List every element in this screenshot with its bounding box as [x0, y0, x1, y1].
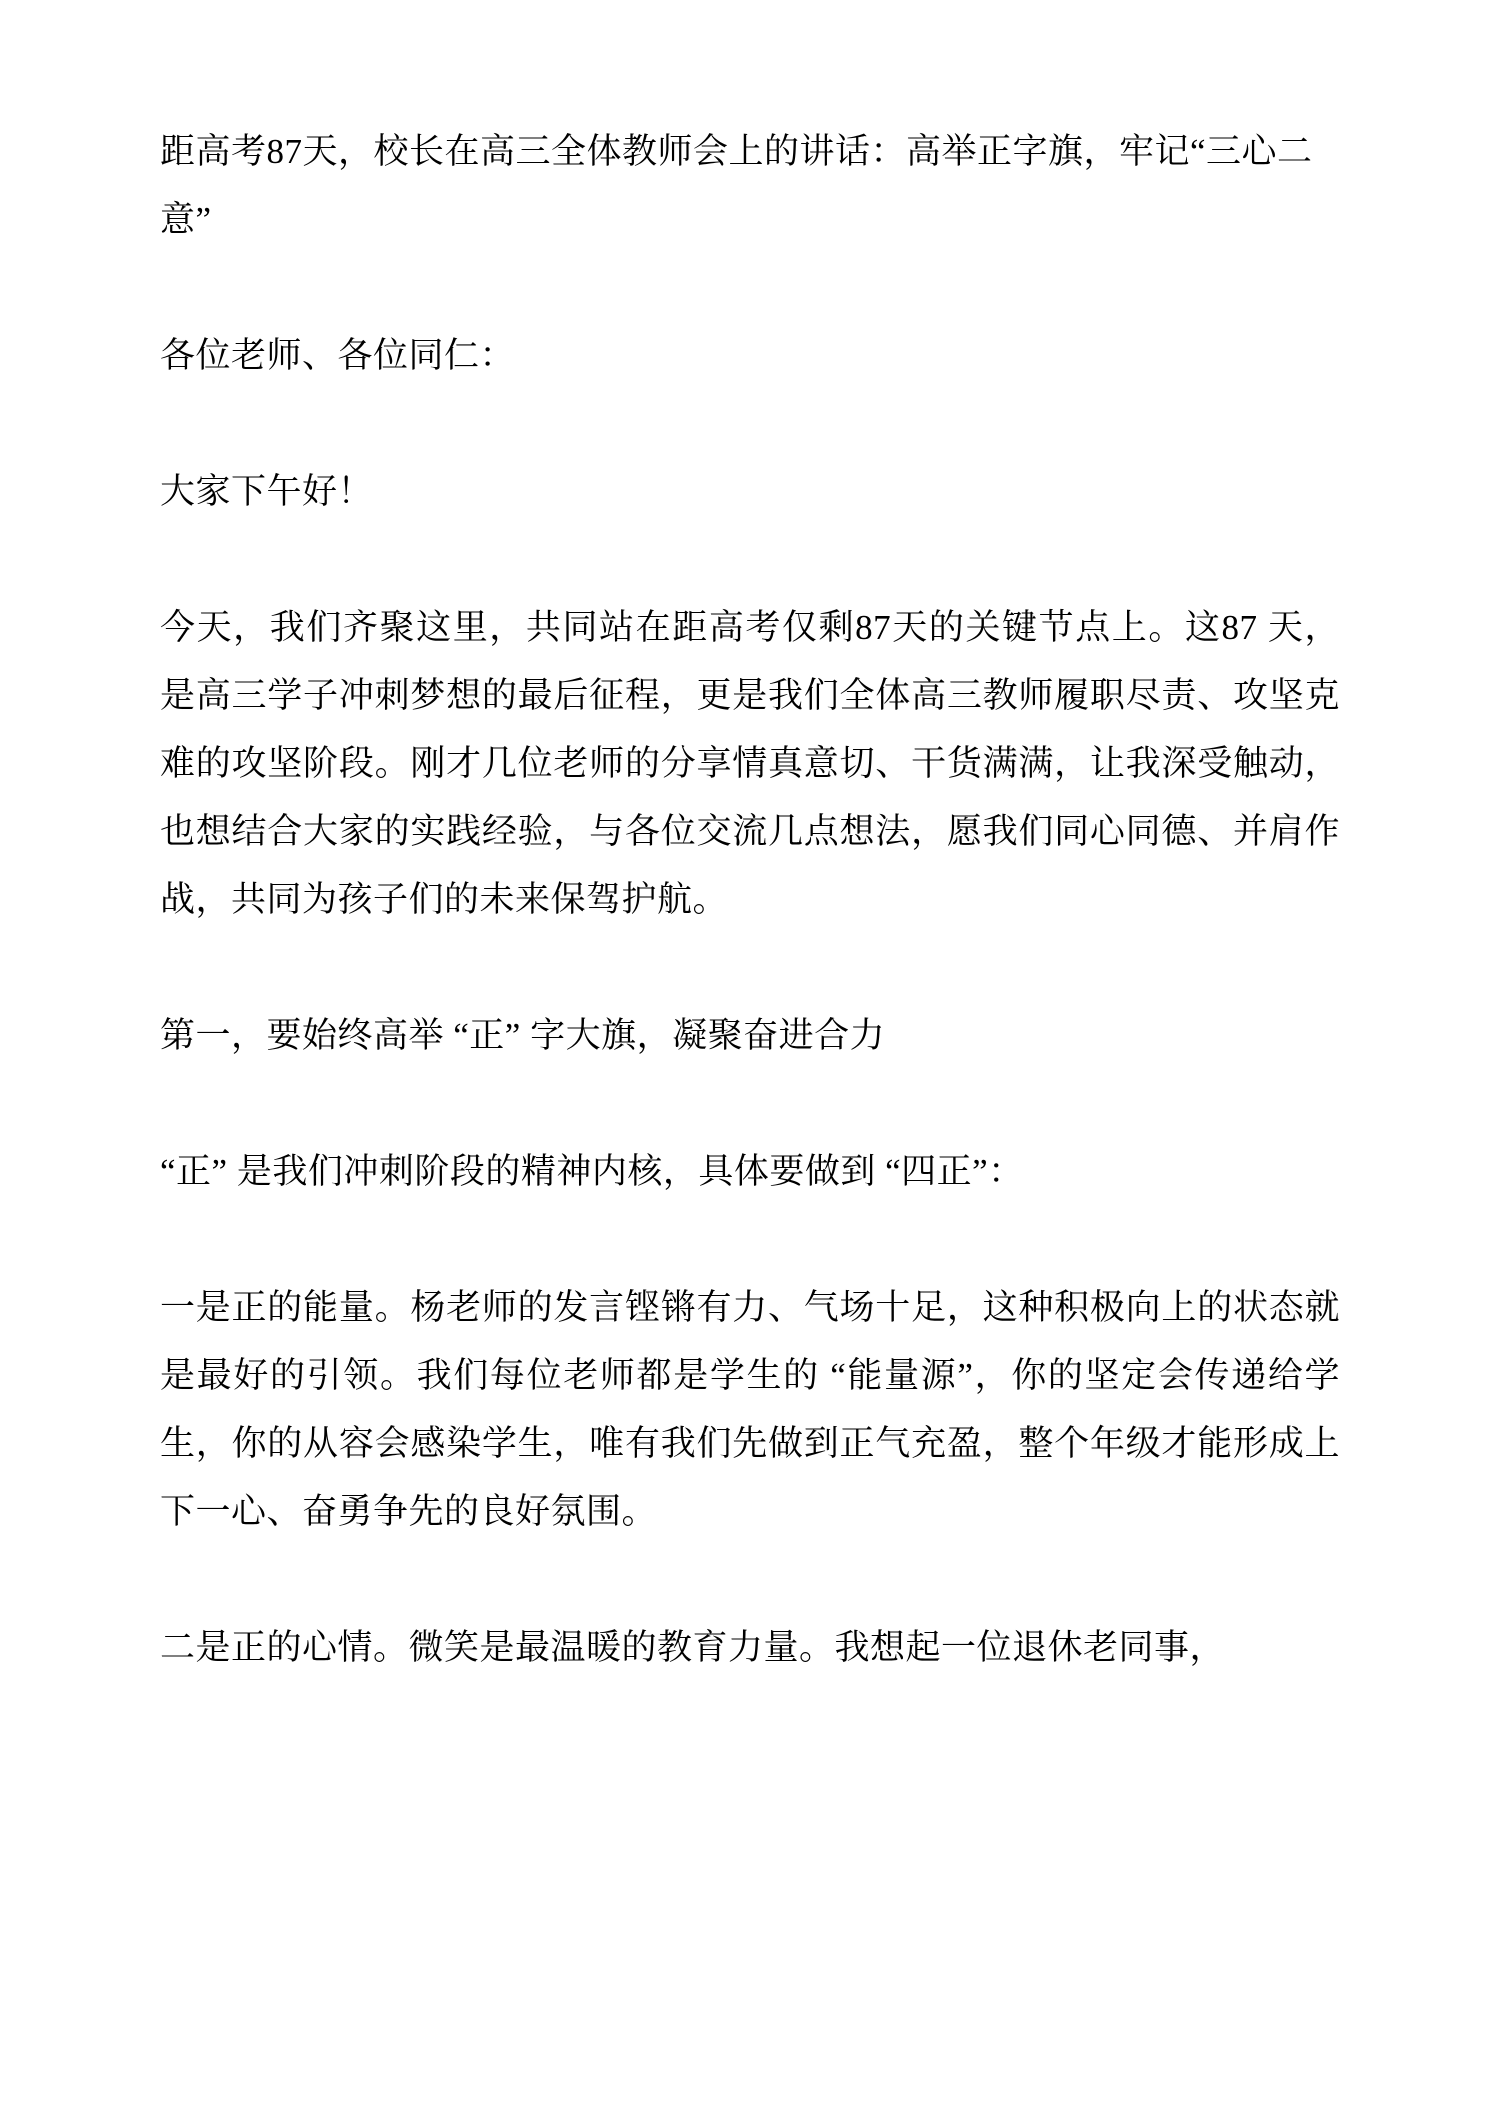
paragraph-point-one: 一是正的能量。杨老师的发言铿锵有力、气场十足，这种积极向上的状态就是最好的引领。我们每位老师都是学生的 “能量源”，你的坚定会传递给学生，你的从容会感染学生，唯有我们先做到正气充盈，整个年级才能形成上下一心、奋勇争先的良好氛围。: [160, 1288, 1340, 1531]
paragraph-spacer: [160, 526, 1340, 594]
paragraph-point-two: 二是正的心情。微笑是最温暖的教育力量。我想起一位退休老同事，: [160, 1628, 1226, 1667]
paragraph-spacer: [160, 1206, 1340, 1274]
document-title: 距高考87天，校长在高三全体教师会上的讲话：高举正字旗，牢记“三心二意”: [160, 132, 1313, 239]
document-body: [160, 118, 1340, 1682]
paragraph-section-one-intro: “正” 是我们冲刺阶段的精神内核，具体要做到 “四正”：: [160, 1152, 1024, 1191]
paragraph-spacer: [160, 934, 1340, 1002]
paragraph-salutation: 各位老师、各位同仁：: [160, 336, 516, 375]
paragraph-spacer: [160, 1546, 1340, 1614]
heading-section-one: 第一，要始终高举 “正” 字大旗，凝聚奋进合力: [160, 1016, 886, 1055]
paragraph-spacer: [160, 390, 1340, 458]
paragraph-spacer: [160, 1070, 1340, 1138]
paragraph-spacer: [160, 254, 1340, 322]
paragraph-opening: 今天，我们齐聚这里，共同站在距高考仅剩87天的关键节点上。这87 天，是高三学子冲刺梦想的最后征程，更是我们全体高三教师履职尽责、攻坚克难的攻坚阶段。刚才几位老师的分享情真意切、干货满满，让我深受触动，也想结合大家的实践经验，与各位交流几点想法，愿我们同心同德、并肩作战，共同为孩子们的未来保驾护航。: [160, 608, 1340, 919]
paragraph-greeting: 大家下午好！: [160, 472, 374, 511]
